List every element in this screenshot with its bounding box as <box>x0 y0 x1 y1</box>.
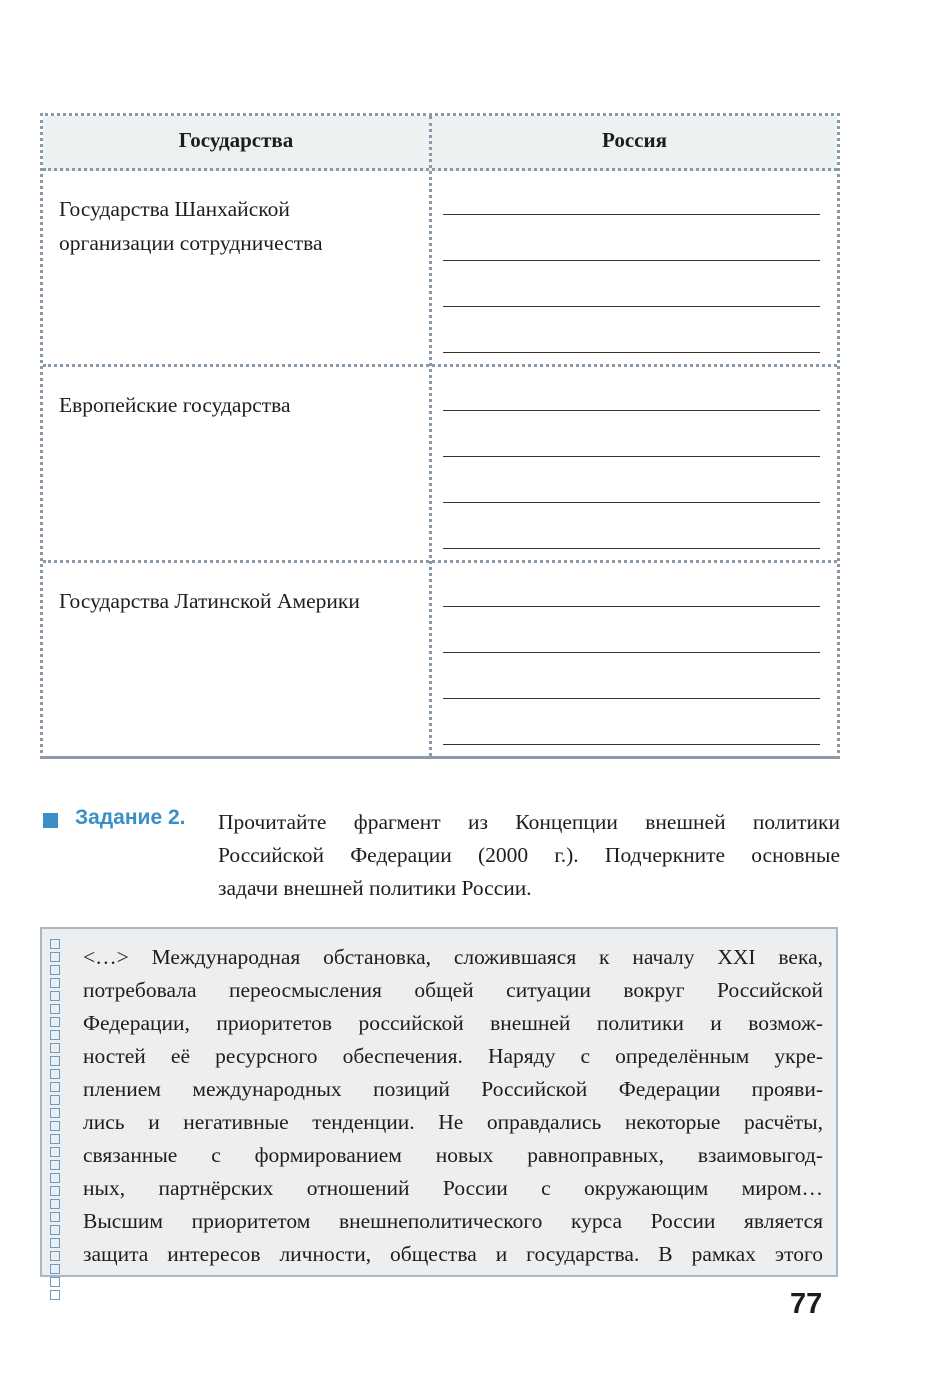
excerpt-box <box>40 927 838 1277</box>
excerpt-line: Федерации, приоритетов российской внешней политики и возмож- <box>83 1011 823 1035</box>
decorative-square-icon <box>50 1017 60 1027</box>
excerpt-line: ностей её ресурсного обеспечения. Наряду с определённым укре- <box>83 1044 823 1068</box>
task-line: Прочитайте фрагмент из Концепции внешней политики <box>218 810 840 834</box>
decorative-square-icon <box>50 1147 60 1157</box>
decorative-square-icon <box>50 1277 60 1287</box>
decorative-square-icon <box>50 1069 60 1079</box>
decorative-square-icon <box>50 1199 60 1209</box>
decorative-square-icon <box>50 1160 60 1170</box>
answer-line[interactable] <box>443 744 820 745</box>
excerpt-line: ных, партнёрских отношений России с окружающим миром… <box>83 1176 823 1200</box>
decorative-squares-strip <box>50 939 62 1303</box>
excerpt-line: лись и негативные тенденции. Не оправдались некоторые расчёты, <box>83 1110 823 1134</box>
decorative-square-icon <box>50 1212 60 1222</box>
row-label: Государства Латинской Америки <box>59 589 360 613</box>
task-label: Задание 2. <box>75 806 186 829</box>
decorative-square-icon <box>50 1043 60 1053</box>
answer-line[interactable] <box>443 260 820 261</box>
decorative-square-icon <box>50 1225 60 1235</box>
table-row <box>43 168 837 367</box>
excerpt-line: защита интересов личности, общества и государства. В рамках этого <box>83 1242 823 1266</box>
row-label: Европейские государства <box>59 393 291 417</box>
decorative-square-icon <box>50 939 60 949</box>
answer-line[interactable] <box>443 410 820 411</box>
decorative-square-icon <box>50 1095 60 1105</box>
row-label <box>59 192 419 260</box>
header-states: Государства <box>178 128 294 152</box>
excerpt-text <box>83 941 823 1271</box>
row-label-line: Государства Шанхайской <box>59 197 290 221</box>
excerpt-line: Высшим приоритетом внешнеполитического курса России является <box>83 1209 823 1233</box>
answer-line[interactable] <box>443 698 820 699</box>
decorative-square-icon <box>50 1004 60 1014</box>
answer-line[interactable] <box>443 502 820 503</box>
decorative-square-icon <box>50 978 60 988</box>
table-header <box>43 116 837 171</box>
decorative-square-icon <box>50 1134 60 1144</box>
decorative-square-icon <box>50 991 60 1001</box>
task-instructions <box>218 806 840 905</box>
answer-line[interactable] <box>443 306 820 307</box>
column-divider <box>429 116 432 756</box>
excerpt-line: связанные с формированием новых равноправных, взаимовыгод- <box>83 1143 823 1167</box>
header-russia: Россия <box>602 128 667 152</box>
decorative-square-icon <box>50 952 60 962</box>
decorative-square-icon <box>50 1030 60 1040</box>
excerpt-line: потребовала переосмысления общей ситуации вокруг Российской <box>83 978 823 1002</box>
decorative-square-icon <box>50 1264 60 1274</box>
decorative-square-icon <box>50 1290 60 1300</box>
answer-line[interactable] <box>443 548 820 549</box>
excerpt-line: плением международных позиций Российской Федерации прояви- <box>83 1077 823 1101</box>
answer-line[interactable] <box>443 352 820 353</box>
worksheet-table <box>40 113 840 759</box>
decorative-square-icon <box>50 1186 60 1196</box>
excerpt-line: <…> Международная обстановка, сложившаяся к началу XXI века, <box>83 945 823 969</box>
answer-line[interactable] <box>443 456 820 457</box>
decorative-square-icon <box>50 1121 60 1131</box>
decorative-square-icon <box>50 1251 60 1261</box>
decorative-square-icon <box>50 1238 60 1248</box>
decorative-square-icon <box>50 1108 60 1118</box>
decorative-square-icon <box>50 965 60 975</box>
answer-line[interactable] <box>443 214 820 215</box>
decorative-square-icon <box>50 1173 60 1183</box>
table-row <box>43 364 837 563</box>
page-number: 77 <box>790 1288 823 1320</box>
task-line: Российской Федерации (2000 г.). Подчеркните основные <box>218 843 840 867</box>
answer-line[interactable] <box>443 606 820 607</box>
row-label-line: организации сотрудничества <box>59 231 323 255</box>
task-bullet-icon <box>43 813 58 828</box>
table-row <box>43 560 837 759</box>
decorative-square-icon <box>50 1082 60 1092</box>
answer-line[interactable] <box>443 652 820 653</box>
decorative-square-icon <box>50 1056 60 1066</box>
task-line: задачи внешней политики России. <box>218 876 532 900</box>
